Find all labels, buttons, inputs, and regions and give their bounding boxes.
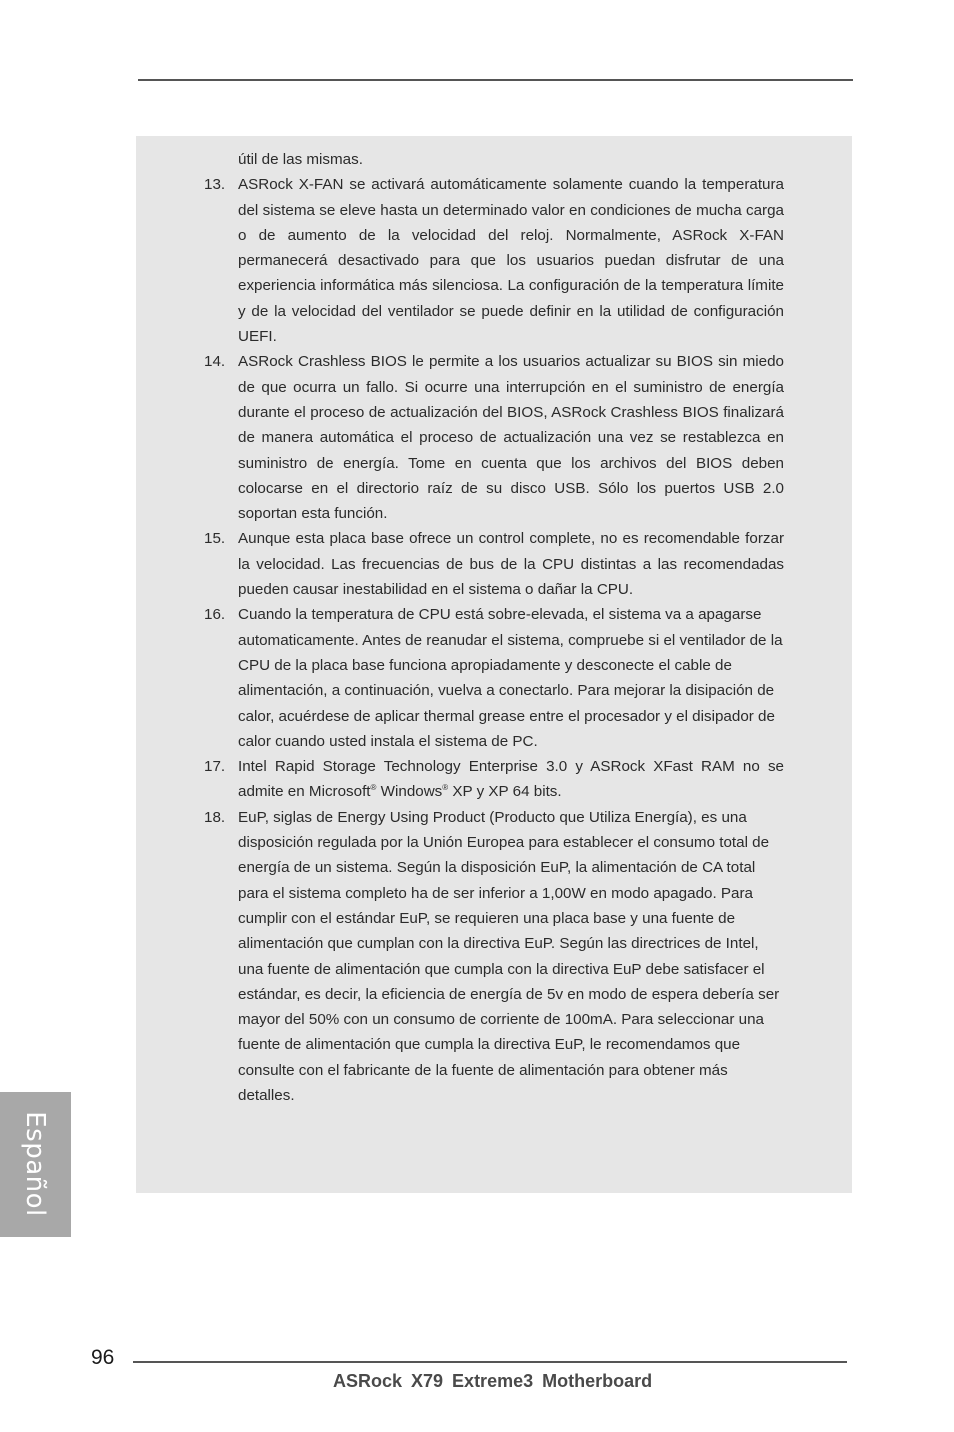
registered-mark: ®: [370, 783, 377, 793]
list-item: [200, 602, 784, 754]
registered-mark: ®: [442, 783, 449, 793]
item-number: 18.: [204, 808, 226, 826]
item-number: 15.: [204, 530, 226, 548]
language-tab-label: Español: [20, 1111, 50, 1217]
item-number: 16.: [204, 606, 226, 624]
item-text-part: Windows: [376, 783, 443, 801]
item-text: Aunque esta placa base ofrece un control complete, no es recomendable forzar la velocidad. Las frecuencias de bus de la CPU distintas a las recomendadas pueden causar inestabilidad en el sistema o dañar la CPU.: [238, 530, 784, 599]
item-text: Cuando la temperatura de CPU está sobre-elevada, el sistema va a apagarse automaticamente. Antes de reanudar el sistema, compruebe si el ventilador de la CPU de la placa base funciona apropiadamente y desconecte el cable de alimentación, a continuación, vuelva a conectarlo. Para mejorar la disipación de calor, acuérdese de aplicar thermal grease entre el procesador y el disipador de calor cuando usted instala el sistema de PC.: [238, 606, 783, 750]
item-text: EuP, siglas de Energy Using Product (Producto que Utiliza Energía), es una disposición regulada por la Unión Europea para establecer el consumo total de energía de un sistema. Según la disposición EuP, la alimentación de CA total para el sistema completo ha de ser inferior a 1,00W en modo apagado. Para cumplir con el estándar EuP, se requieren una placa base y una fuente de alimentación que cumplan con la directiva EuP. Según las directrices de Intel, una fuente de alimentación que cumpla con la directiva EuP debe satisfacer el estándar, es decir, la eficiencia de energía de 5v en modo de espera debería ser mayor del 50% con un consumo de corriente de 100mA. Para seleccionar una fuente de alimentación que cumpla la directiva EuP, le recomendamos que consulte con el fabricante de la fuente de alimentación para obtener más detalles.: [238, 808, 780, 1104]
continuation-text: útil de las mismas.: [238, 151, 363, 168]
item-text: ASRock X-FAN se activará automáticamente solamente cuando la temperatura del sistema se eleve hasta un determinado valor en condiciones de mucha carga o de aumento de la velocidad del reloj. Normalmente, ASRock X-FAN permanecerá desactivado para que los usuarios puedan disfrutar de una experiencia informática más silenciosa. La configuración de la temperatura límite y de la velocidad del ventilador se puede definir en la utilidad de configuración UEFI.: [238, 176, 784, 346]
item-number: 13.: [204, 176, 226, 194]
list-item: [200, 172, 784, 349]
item-number: 17.: [204, 758, 226, 776]
footer-rule: [133, 1361, 847, 1363]
list-item: [200, 805, 784, 1109]
header-rule: [138, 79, 853, 81]
language-tab: [0, 1092, 71, 1237]
page-number: 96: [91, 1346, 115, 1369]
item-text-part: Intel Rapid Storage Technology Enterprise 3.0 y ASRock XFast RAM no se admite en Microsoft: [238, 758, 784, 801]
list-item: [200, 754, 784, 805]
item-text: [238, 754, 784, 805]
list-item: [200, 526, 784, 602]
footer-title: ASRock X79 Extreme3 Motherboard: [333, 1371, 653, 1391]
item-text-part: XP y XP 64 bits.: [448, 783, 562, 801]
notes-list: [200, 147, 784, 1108]
item-number: 14.: [204, 353, 226, 371]
item-text: ASRock Crashless BIOS le permite a los usuarios actualizar su BIOS sin miedo de que ocurra un fallo. Si ocurre una interrupción en el suministro de energía durante el proceso de actualización del BIOS, ASRock Crashless BIOS finalizará de manera automática el proceso de actualización una vez se restablezca en suministro de energía. Tome en cuenta que los archivos del BIOS deben colocarse en el directorio raíz de su disco USB. Sólo los puertos USB 2.0 soportan esta función.: [238, 353, 784, 523]
list-item: [200, 349, 784, 526]
